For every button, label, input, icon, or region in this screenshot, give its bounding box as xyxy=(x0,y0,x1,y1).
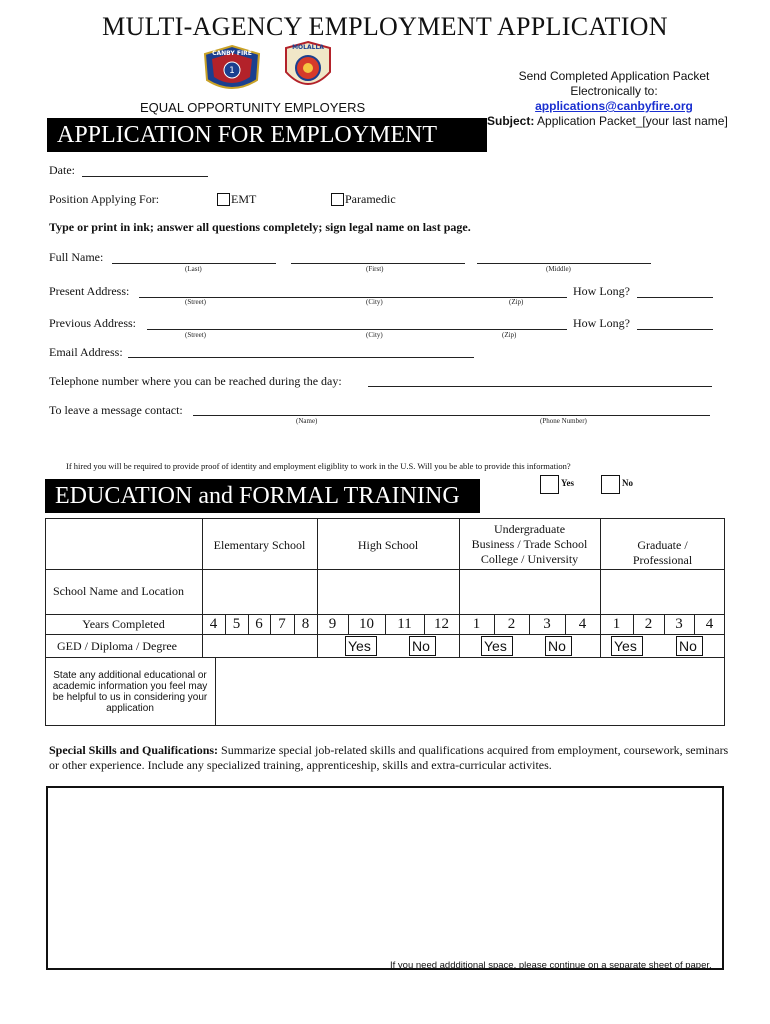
svg-text:1: 1 xyxy=(229,66,235,76)
row-years-completed: Years Completed xyxy=(82,617,165,631)
year-option[interactable]: 3 xyxy=(675,616,683,632)
year-option[interactable]: 8 xyxy=(301,616,310,632)
col-elementary: Elementary School xyxy=(213,538,306,552)
telephone-label: Telephone number where you can be reached during the day: xyxy=(49,374,342,388)
previous-street-caption: (Street) xyxy=(185,331,206,339)
position-label: Position Applying For: xyxy=(49,192,160,206)
msg-phone-caption: (Phone Number) xyxy=(540,417,587,425)
present-address-label: Present Address: xyxy=(49,284,130,298)
subject-line xyxy=(487,114,728,128)
skills-label: Special Skills and Qualifications: xyxy=(49,743,219,757)
year-option[interactable]: 6 xyxy=(255,616,263,632)
undergrad-no[interactable]: No xyxy=(545,636,572,656)
high-school-field[interactable] xyxy=(318,570,458,613)
date-field[interactable] xyxy=(82,176,208,177)
skills-text: Summarize special job-related skills and qualifications acquired from employment, coursework, seminars or other experience. Include any specialized training, apprenticeship, skills and extra-curricular activites. xyxy=(49,743,729,772)
year-option[interactable]: 4 xyxy=(705,616,714,632)
msg-name-caption: (Name) xyxy=(296,417,318,425)
subject-label: Subject: xyxy=(487,114,535,128)
last-name-field[interactable] xyxy=(112,263,276,264)
skills-description xyxy=(49,743,729,773)
previous-city-caption: (City) xyxy=(366,331,383,339)
first-caption: (First) xyxy=(366,265,384,273)
identity-yes-label: Yes xyxy=(561,478,574,488)
emt-label: EMT xyxy=(231,192,257,206)
previous-how-long-field[interactable] xyxy=(637,329,713,330)
present-street-caption: (Street) xyxy=(185,298,206,306)
paramedic-label: Paramedic xyxy=(345,192,396,206)
high-school-yes[interactable]: Yes xyxy=(345,636,377,656)
previous-zip-caption: (Zip) xyxy=(502,331,517,339)
additional-space-note: If you need addditional space, please continue on a separate sheet of paper. xyxy=(390,960,712,971)
identity-no-label: No xyxy=(622,478,633,488)
additional-education-prompt: State any additional educational or academic information you feel may be helpful to us in considering your application xyxy=(52,670,208,714)
year-option[interactable]: 9 xyxy=(328,616,337,632)
previous-address-field[interactable] xyxy=(147,329,567,330)
email-label: Email Address: xyxy=(49,345,123,359)
emt-checkbox[interactable] xyxy=(217,193,230,206)
identity-no-checkbox[interactable] xyxy=(601,475,620,494)
middle-name-field[interactable] xyxy=(477,263,651,264)
year-option[interactable]: 3 xyxy=(543,616,551,632)
email-link[interactable]: applications@canbyfire.org xyxy=(535,99,693,113)
molalla-logo-text: MOLALLA xyxy=(292,44,324,51)
canby-fire-logo xyxy=(197,44,267,96)
year-option[interactable]: 2 xyxy=(644,616,653,632)
employers-tagline: EQUAL OPPORTUNITY EMPLOYERS xyxy=(140,100,366,115)
message-contact-field[interactable] xyxy=(193,415,710,416)
message-contact-label: To leave a message contact: xyxy=(49,403,183,417)
year-option[interactable]: 1 xyxy=(612,616,621,632)
year-option[interactable]: 4 xyxy=(578,616,587,632)
paramedic-checkbox[interactable] xyxy=(331,193,344,206)
year-option[interactable]: 12 xyxy=(434,616,449,632)
col-high-school: High School xyxy=(357,538,419,552)
send-line-1: Send Completed Application Packet xyxy=(518,69,710,83)
send-info xyxy=(484,69,744,114)
identity-question: If hired you will be required to provide proof of identity and employment eligiblity to work in the U.S. Will you be able to provide this information? xyxy=(66,461,571,471)
education-banner: EDUCATION and FORMAL TRAINING xyxy=(45,479,480,513)
undergrad-school-field[interactable] xyxy=(460,570,599,613)
molalla-fire-logo xyxy=(282,40,334,96)
canby-fire-logo-text: CANBY FIRE xyxy=(212,50,252,57)
previous-address-label: Previous Address: xyxy=(49,316,136,330)
subject-text: Application Packet_[your last name] xyxy=(537,114,728,128)
year-option[interactable]: 11 xyxy=(397,616,412,632)
graduate-yes[interactable]: Yes xyxy=(611,636,643,656)
present-zip-caption: (Zip) xyxy=(509,298,524,306)
skills-textarea[interactable] xyxy=(46,786,724,970)
undergrad-yes[interactable]: Yes xyxy=(481,636,513,656)
identity-yes-checkbox[interactable] xyxy=(540,475,559,494)
year-option[interactable]: 10 xyxy=(359,616,374,632)
previous-how-long-label: How Long? xyxy=(573,316,630,330)
page-title: MULTI-AGENCY EMPLOYMENT APPLICATION xyxy=(102,12,668,41)
high-school-no[interactable]: No xyxy=(409,636,436,656)
col-undergraduate: Undergraduate Business / Trade School College / University xyxy=(471,522,588,566)
instructions: Type or print in ink; answer all questions completely; sign legal name on last page. xyxy=(49,220,471,234)
year-option[interactable]: 4 xyxy=(209,616,218,632)
email-field[interactable] xyxy=(128,357,474,358)
application-banner: APPLICATION FOR EMPLOYMENT xyxy=(47,118,487,152)
middle-caption: (Middle) xyxy=(546,265,571,273)
full-name-label: Full Name: xyxy=(49,250,104,264)
row-school-name: School Name and Location xyxy=(53,584,184,598)
present-city-caption: (City) xyxy=(366,298,383,306)
send-line-2: Electronically to: xyxy=(570,84,658,98)
last-caption: (Last) xyxy=(185,265,202,273)
col-graduate: Graduate / Professional xyxy=(632,538,693,567)
telephone-field[interactable] xyxy=(368,386,712,387)
additional-education-field[interactable] xyxy=(216,658,724,725)
row-ged-diploma: GED / Diploma / Degree xyxy=(57,639,177,653)
year-option[interactable]: 5 xyxy=(232,616,241,632)
year-option[interactable]: 7 xyxy=(278,616,286,632)
graduate-school-field[interactable] xyxy=(601,570,724,613)
year-option[interactable]: 2 xyxy=(507,616,516,632)
first-name-field[interactable] xyxy=(291,263,465,264)
present-how-long-label: How Long? xyxy=(573,284,630,298)
graduate-no[interactable]: No xyxy=(676,636,703,656)
elementary-school-field[interactable] xyxy=(203,570,316,613)
present-how-long-field[interactable] xyxy=(637,297,713,298)
year-option[interactable]: 1 xyxy=(472,616,481,632)
date-label: Date: xyxy=(49,163,75,177)
